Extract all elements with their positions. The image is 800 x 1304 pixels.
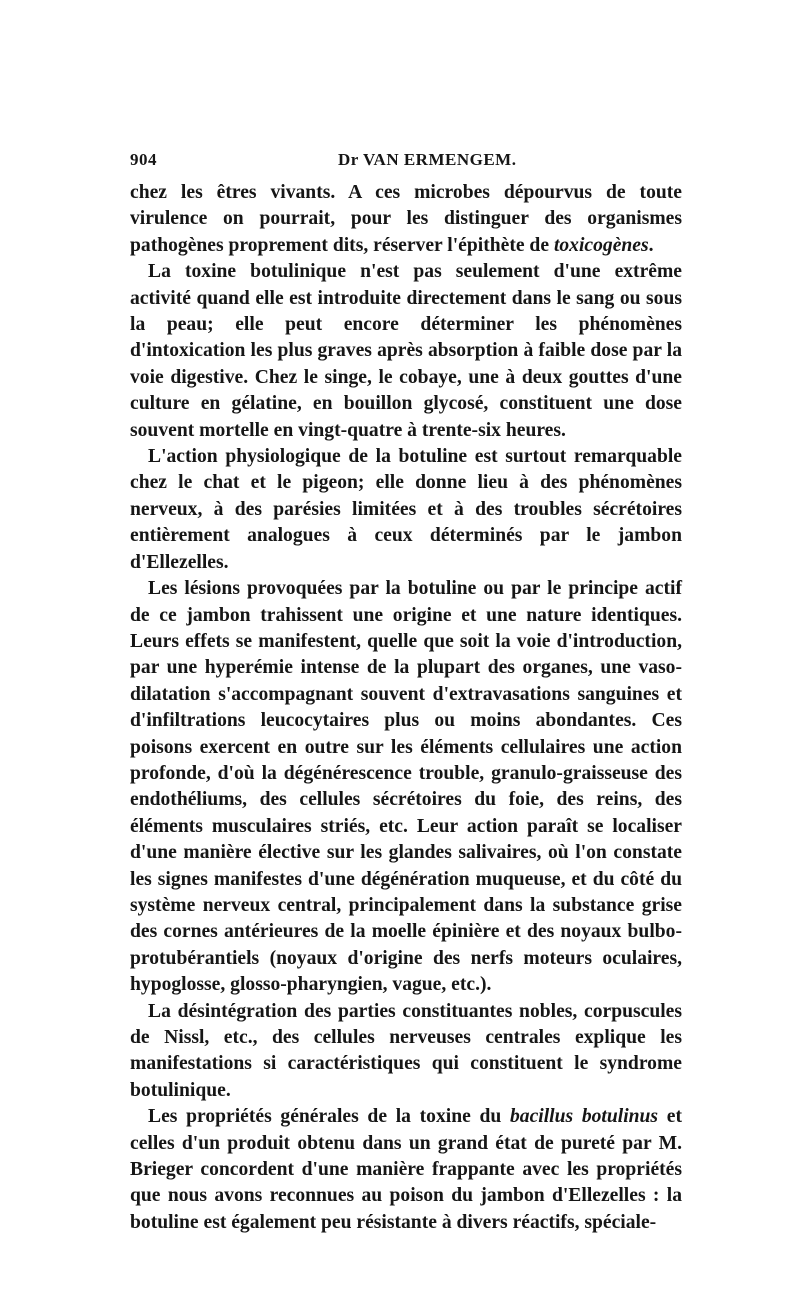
- page-number: 904: [130, 150, 157, 169]
- body-text: [130, 180, 682, 1236]
- paragraph-2: La toxine botulinique n'est pas seulement d'une extrême activité quand elle est introduite directement dans le sang ou sous la peau; elle peut encore déterminer les phénomènes d'intoxication les plus graves après absorption à faible dose par la voie digestive. Chez le singe, le cobaye, une à deux gouttes d'une culture en gélatine, en bouillon glycosé, constituent une dose souvent mortelle en vingt-quatre à trente-six heures.: [130, 261, 682, 441]
- paragraph-1: chez les êtres vivants. A ces microbes dépourvus de toute virulence on pourrait, pour les distinguer des organismes pathogènes proprement dits, réserver l'épithète de toxicogènes.: [130, 182, 682, 256]
- paragraph-6: Les propriétés générales de la toxine du bacillus botulinus et celles d'un produit obtenu dans un grand état de pureté par M. Brieger concordent d'une manière frappante avec les propriétés que nous avons reconnues au poison du jambon d'Ellezelles : la botuline est également peu résistante à divers réactifs, spéciale-: [130, 1106, 682, 1233]
- paragraph-3: L'action physiologique de la botuline est surtout remarquable chez le chat et le pigeon; elle donne lieu à des phénomènes nerveux, à des parésies limitées et à des troubles sécrétoires entièrement analogues à ceux déterminés par le jambon d'Ellezelles.: [130, 446, 682, 573]
- emphasis-bacillus-botulinus: bacillus botulinus: [509, 1106, 659, 1128]
- paragraph-5: La désintégration des parties constituantes nobles, corpuscules de Nissl, etc., des cellules nerveuses centrales explique les manifestations si caractéristiques qui constituent le syndrome botulinique.: [130, 1000, 682, 1101]
- paragraph-4: Les lésions provoquées par la botuline ou par le principe actif de ce jambon trahissent une origine et une nature identiques. Leurs effets se manifestent, quelle que soit la voie d'introduction, par une hyperémie intense de la plupart des organes, une vaso-dilatation s'accompagnant souvent d'extravasations sanguines et d'infiltrations leucocytaires plus ou moins abondantes. Ces poisons exercent en outre sur les éléments cellulaires une action profonde, d'où la dégénérescence trouble, granulo-graisseuse des endothéliums, des cellules sécrétoires du foie, des reins, des éléments musculaires striés, etc. Leur action paraît se localiser d'une manière élective sur les glandes salivaires, où l'on constate les signes manifestes d'une dégénération muqueuse, et du côté du système nerveux central, principalement dans la substance grise des cornes antérieures de la moelle épinière et des noyaux bulbo-protubérantiels (noyaux d'origine des nerfs moteurs oculaires, hypoglosse, glosso-pharyngien, vague, etc.).: [130, 578, 682, 996]
- running-title: Dr VAN ERMENGEM.: [338, 150, 517, 169]
- emphasis-toxicogenes: toxicogènes: [553, 234, 649, 256]
